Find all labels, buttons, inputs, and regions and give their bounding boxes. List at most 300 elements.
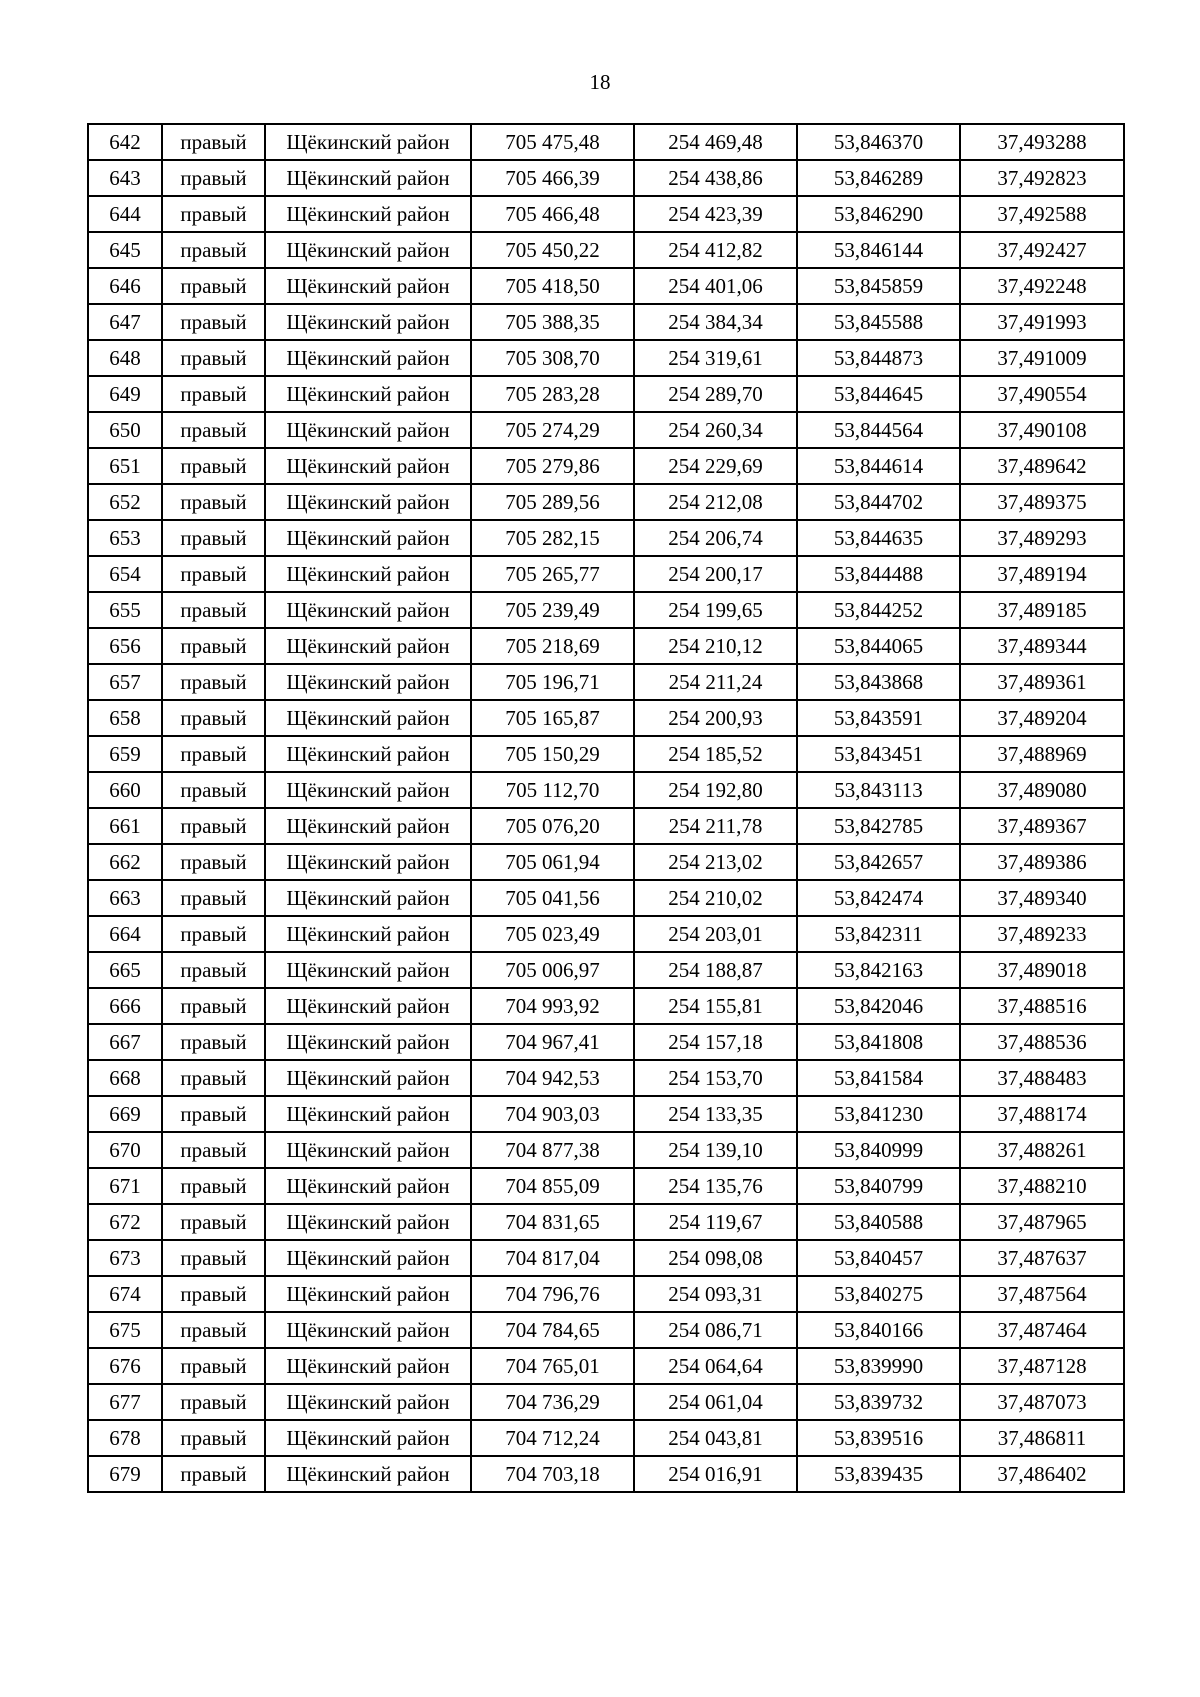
- longitude-cell: 37,489386: [960, 844, 1124, 880]
- y-coordinate-cell: 254 061,04: [634, 1384, 797, 1420]
- latitude-cell: 53,839516: [797, 1420, 960, 1456]
- longitude-cell: 37,489642: [960, 448, 1124, 484]
- x-coordinate-cell: 704 765,01: [471, 1348, 634, 1384]
- point-number-cell: 662: [88, 844, 162, 880]
- longitude-cell: 37,488483: [960, 1060, 1124, 1096]
- x-coordinate-cell: 705 076,20: [471, 808, 634, 844]
- district-cell: Щёкинский район: [265, 556, 471, 592]
- bank-side-cell: правый: [162, 988, 265, 1024]
- table-row: [88, 1204, 1124, 1240]
- table-row: [88, 1132, 1124, 1168]
- y-coordinate-cell: 254 423,39: [634, 196, 797, 232]
- longitude-cell: 37,492248: [960, 268, 1124, 304]
- point-number-cell: 643: [88, 160, 162, 196]
- district-cell: Щёкинский район: [265, 1240, 471, 1276]
- point-number-cell: 652: [88, 484, 162, 520]
- point-number-cell: 678: [88, 1420, 162, 1456]
- x-coordinate-cell: 705 041,56: [471, 880, 634, 916]
- point-number-cell: 672: [88, 1204, 162, 1240]
- point-number-cell: 655: [88, 592, 162, 628]
- longitude-cell: 37,487128: [960, 1348, 1124, 1384]
- y-coordinate-cell: 254 199,65: [634, 592, 797, 628]
- bank-side-cell: правый: [162, 124, 265, 160]
- district-cell: Щёкинский район: [265, 376, 471, 412]
- table-row: [88, 1276, 1124, 1312]
- table-row: [88, 1384, 1124, 1420]
- longitude-cell: 37,488261: [960, 1132, 1124, 1168]
- point-number-cell: 664: [88, 916, 162, 952]
- longitude-cell: 37,492823: [960, 160, 1124, 196]
- bank-side-cell: правый: [162, 1276, 265, 1312]
- latitude-cell: 53,843451: [797, 736, 960, 772]
- y-coordinate-cell: 254 229,69: [634, 448, 797, 484]
- longitude-cell: 37,488536: [960, 1024, 1124, 1060]
- longitude-cell: 37,488174: [960, 1096, 1124, 1132]
- y-coordinate-cell: 254 139,10: [634, 1132, 797, 1168]
- x-coordinate-cell: 705 061,94: [471, 844, 634, 880]
- latitude-cell: 53,840166: [797, 1312, 960, 1348]
- bank-side-cell: правый: [162, 808, 265, 844]
- bank-side-cell: правый: [162, 1168, 265, 1204]
- table-row: [88, 880, 1124, 916]
- coordinates-table: [87, 123, 1125, 1493]
- district-cell: Щёкинский район: [265, 1276, 471, 1312]
- latitude-cell: 53,844873: [797, 340, 960, 376]
- table-row: [88, 196, 1124, 232]
- district-cell: Щёкинский район: [265, 628, 471, 664]
- point-number-cell: 671: [88, 1168, 162, 1204]
- longitude-cell: 37,487637: [960, 1240, 1124, 1276]
- latitude-cell: 53,842785: [797, 808, 960, 844]
- bank-side-cell: правый: [162, 376, 265, 412]
- point-number-cell: 675: [88, 1312, 162, 1348]
- x-coordinate-cell: 704 993,92: [471, 988, 634, 1024]
- district-cell: Щёкинский район: [265, 988, 471, 1024]
- point-number-cell: 647: [88, 304, 162, 340]
- x-coordinate-cell: 705 112,70: [471, 772, 634, 808]
- y-coordinate-cell: 254 289,70: [634, 376, 797, 412]
- bank-side-cell: правый: [162, 520, 265, 556]
- y-coordinate-cell: 254 192,80: [634, 772, 797, 808]
- table-row: [88, 412, 1124, 448]
- longitude-cell: 37,489018: [960, 952, 1124, 988]
- table-row: [88, 304, 1124, 340]
- x-coordinate-cell: 705 239,49: [471, 592, 634, 628]
- district-cell: Щёкинский район: [265, 1024, 471, 1060]
- table-row: [88, 808, 1124, 844]
- x-coordinate-cell: 705 388,35: [471, 304, 634, 340]
- y-coordinate-cell: 254 153,70: [634, 1060, 797, 1096]
- point-number-cell: 667: [88, 1024, 162, 1060]
- x-coordinate-cell: 705 466,39: [471, 160, 634, 196]
- point-number-cell: 669: [88, 1096, 162, 1132]
- district-cell: Щёкинский район: [265, 1384, 471, 1420]
- table-row: [88, 556, 1124, 592]
- longitude-cell: 37,489233: [960, 916, 1124, 952]
- longitude-cell: 37,488210: [960, 1168, 1124, 1204]
- bank-side-cell: правый: [162, 1312, 265, 1348]
- point-number-cell: 677: [88, 1384, 162, 1420]
- x-coordinate-cell: 704 942,53: [471, 1060, 634, 1096]
- x-coordinate-cell: 705 475,48: [471, 124, 634, 160]
- longitude-cell: 37,489185: [960, 592, 1124, 628]
- latitude-cell: 53,840275: [797, 1276, 960, 1312]
- table-row: [88, 376, 1124, 412]
- table-row: [88, 700, 1124, 736]
- longitude-cell: 37,487073: [960, 1384, 1124, 1420]
- latitude-cell: 53,843868: [797, 664, 960, 700]
- x-coordinate-cell: 705 265,77: [471, 556, 634, 592]
- bank-side-cell: правый: [162, 1240, 265, 1276]
- longitude-cell: 37,489204: [960, 700, 1124, 736]
- point-number-cell: 657: [88, 664, 162, 700]
- latitude-cell: 53,844252: [797, 592, 960, 628]
- x-coordinate-cell: 704 796,76: [471, 1276, 634, 1312]
- x-coordinate-cell: 705 196,71: [471, 664, 634, 700]
- longitude-cell: 37,493288: [960, 124, 1124, 160]
- district-cell: Щёкинский район: [265, 1096, 471, 1132]
- x-coordinate-cell: 705 289,56: [471, 484, 634, 520]
- bank-side-cell: правый: [162, 412, 265, 448]
- latitude-cell: 53,845588: [797, 304, 960, 340]
- latitude-cell: 53,843591: [797, 700, 960, 736]
- x-coordinate-cell: 705 150,29: [471, 736, 634, 772]
- x-coordinate-cell: 705 274,29: [471, 412, 634, 448]
- bank-side-cell: правый: [162, 1060, 265, 1096]
- y-coordinate-cell: 254 412,82: [634, 232, 797, 268]
- bank-side-cell: правый: [162, 1384, 265, 1420]
- latitude-cell: 53,844614: [797, 448, 960, 484]
- latitude-cell: 53,843113: [797, 772, 960, 808]
- district-cell: Щёкинский район: [265, 664, 471, 700]
- latitude-cell: 53,842163: [797, 952, 960, 988]
- y-coordinate-cell: 254 469,48: [634, 124, 797, 160]
- longitude-cell: 37,486402: [960, 1456, 1124, 1492]
- district-cell: Щёкинский район: [265, 880, 471, 916]
- y-coordinate-cell: 254 064,64: [634, 1348, 797, 1384]
- x-coordinate-cell: 705 450,22: [471, 232, 634, 268]
- x-coordinate-cell: 705 283,28: [471, 376, 634, 412]
- y-coordinate-cell: 254 203,01: [634, 916, 797, 952]
- y-coordinate-cell: 254 119,67: [634, 1204, 797, 1240]
- x-coordinate-cell: 705 218,69: [471, 628, 634, 664]
- y-coordinate-cell: 254 135,76: [634, 1168, 797, 1204]
- point-number-cell: 654: [88, 556, 162, 592]
- point-number-cell: 665: [88, 952, 162, 988]
- table-row: [88, 520, 1124, 556]
- table-row: [88, 124, 1124, 160]
- table-row: [88, 1096, 1124, 1132]
- latitude-cell: 53,844635: [797, 520, 960, 556]
- latitude-cell: 53,842474: [797, 880, 960, 916]
- district-cell: Щёкинский район: [265, 448, 471, 484]
- point-number-cell: 648: [88, 340, 162, 376]
- bank-side-cell: правый: [162, 736, 265, 772]
- point-number-cell: 663: [88, 880, 162, 916]
- point-number-cell: 653: [88, 520, 162, 556]
- point-number-cell: 646: [88, 268, 162, 304]
- bank-side-cell: правый: [162, 664, 265, 700]
- bank-side-cell: правый: [162, 952, 265, 988]
- district-cell: Щёкинский район: [265, 916, 471, 952]
- latitude-cell: 53,841808: [797, 1024, 960, 1060]
- bank-side-cell: правый: [162, 700, 265, 736]
- table-row: [88, 1420, 1124, 1456]
- district-cell: Щёкинский район: [265, 124, 471, 160]
- point-number-cell: 661: [88, 808, 162, 844]
- table-row: [88, 1240, 1124, 1276]
- bank-side-cell: правый: [162, 1348, 265, 1384]
- y-coordinate-cell: 254 211,24: [634, 664, 797, 700]
- longitude-cell: 37,488516: [960, 988, 1124, 1024]
- longitude-cell: 37,491993: [960, 304, 1124, 340]
- district-cell: Щёкинский район: [265, 1132, 471, 1168]
- latitude-cell: 53,840799: [797, 1168, 960, 1204]
- latitude-cell: 53,840999: [797, 1132, 960, 1168]
- y-coordinate-cell: 254 210,12: [634, 628, 797, 664]
- district-cell: Щёкинский район: [265, 772, 471, 808]
- bank-side-cell: правый: [162, 628, 265, 664]
- district-cell: Щёкинский район: [265, 952, 471, 988]
- district-cell: Щёкинский район: [265, 736, 471, 772]
- y-coordinate-cell: 254 185,52: [634, 736, 797, 772]
- table-row: [88, 448, 1124, 484]
- x-coordinate-cell: 705 282,15: [471, 520, 634, 556]
- longitude-cell: 37,487564: [960, 1276, 1124, 1312]
- y-coordinate-cell: 254 086,71: [634, 1312, 797, 1348]
- latitude-cell: 53,842657: [797, 844, 960, 880]
- point-number-cell: 650: [88, 412, 162, 448]
- point-number-cell: 674: [88, 1276, 162, 1312]
- latitude-cell: 53,841584: [797, 1060, 960, 1096]
- bank-side-cell: правый: [162, 916, 265, 952]
- y-coordinate-cell: 254 206,74: [634, 520, 797, 556]
- x-coordinate-cell: 704 817,04: [471, 1240, 634, 1276]
- y-coordinate-cell: 254 200,93: [634, 700, 797, 736]
- y-coordinate-cell: 254 212,08: [634, 484, 797, 520]
- latitude-cell: 53,844065: [797, 628, 960, 664]
- district-cell: Щёкинский район: [265, 520, 471, 556]
- latitude-cell: 53,841230: [797, 1096, 960, 1132]
- table-row: [88, 736, 1124, 772]
- y-coordinate-cell: 254 260,34: [634, 412, 797, 448]
- latitude-cell: 53,846370: [797, 124, 960, 160]
- latitude-cell: 53,844645: [797, 376, 960, 412]
- table-row: [88, 160, 1124, 196]
- x-coordinate-cell: 704 831,65: [471, 1204, 634, 1240]
- latitude-cell: 53,844702: [797, 484, 960, 520]
- table-row: [88, 844, 1124, 880]
- point-number-cell: 644: [88, 196, 162, 232]
- district-cell: Щёкинский район: [265, 1168, 471, 1204]
- bank-side-cell: правый: [162, 304, 265, 340]
- table-row: [88, 268, 1124, 304]
- district-cell: Щёкинский район: [265, 1420, 471, 1456]
- point-number-cell: 660: [88, 772, 162, 808]
- table-body: [88, 124, 1124, 1492]
- latitude-cell: 53,840457: [797, 1240, 960, 1276]
- district-cell: Щёкинский район: [265, 160, 471, 196]
- district-cell: Щёкинский район: [265, 412, 471, 448]
- table-row: [88, 916, 1124, 952]
- y-coordinate-cell: 254 098,08: [634, 1240, 797, 1276]
- latitude-cell: 53,845859: [797, 268, 960, 304]
- y-coordinate-cell: 254 043,81: [634, 1420, 797, 1456]
- district-cell: Щёкинский район: [265, 592, 471, 628]
- point-number-cell: 668: [88, 1060, 162, 1096]
- table-row: [88, 1168, 1124, 1204]
- district-cell: Щёкинский район: [265, 304, 471, 340]
- longitude-cell: 37,486811: [960, 1420, 1124, 1456]
- table-row: [88, 772, 1124, 808]
- page-number: 18: [589, 70, 611, 94]
- district-cell: Щёкинский район: [265, 484, 471, 520]
- district-cell: Щёкинский район: [265, 268, 471, 304]
- bank-side-cell: правый: [162, 340, 265, 376]
- latitude-cell: 53,844564: [797, 412, 960, 448]
- x-coordinate-cell: 705 279,86: [471, 448, 634, 484]
- point-number-cell: 670: [88, 1132, 162, 1168]
- table-row: [88, 952, 1124, 988]
- district-cell: Щёкинский район: [265, 844, 471, 880]
- point-number-cell: 673: [88, 1240, 162, 1276]
- table-row: [88, 484, 1124, 520]
- latitude-cell: 53,839990: [797, 1348, 960, 1384]
- y-coordinate-cell: 254 210,02: [634, 880, 797, 916]
- district-cell: Щёкинский район: [265, 340, 471, 376]
- district-cell: Щёкинский район: [265, 1060, 471, 1096]
- y-coordinate-cell: 254 133,35: [634, 1096, 797, 1132]
- longitude-cell: 37,489080: [960, 772, 1124, 808]
- longitude-cell: 37,489293: [960, 520, 1124, 556]
- point-number-cell: 659: [88, 736, 162, 772]
- table-row: [88, 340, 1124, 376]
- bank-side-cell: правый: [162, 448, 265, 484]
- x-coordinate-cell: 704 784,65: [471, 1312, 634, 1348]
- district-cell: Щёкинский район: [265, 196, 471, 232]
- longitude-cell: 37,489194: [960, 556, 1124, 592]
- table-row: [88, 592, 1124, 628]
- longitude-cell: 37,492588: [960, 196, 1124, 232]
- x-coordinate-cell: 705 023,49: [471, 916, 634, 952]
- x-coordinate-cell: 704 967,41: [471, 1024, 634, 1060]
- x-coordinate-cell: 704 855,09: [471, 1168, 634, 1204]
- y-coordinate-cell: 254 093,31: [634, 1276, 797, 1312]
- x-coordinate-cell: 705 418,50: [471, 268, 634, 304]
- latitude-cell: 53,846144: [797, 232, 960, 268]
- y-coordinate-cell: 254 016,91: [634, 1456, 797, 1492]
- district-cell: Щёкинский район: [265, 1312, 471, 1348]
- latitude-cell: 53,839435: [797, 1456, 960, 1492]
- table-row: [88, 664, 1124, 700]
- bank-side-cell: правый: [162, 160, 265, 196]
- point-number-cell: 651: [88, 448, 162, 484]
- latitude-cell: 53,842046: [797, 988, 960, 1024]
- latitude-cell: 53,844488: [797, 556, 960, 592]
- latitude-cell: 53,839732: [797, 1384, 960, 1420]
- district-cell: Щёкинский район: [265, 1204, 471, 1240]
- district-cell: Щёкинский район: [265, 1456, 471, 1492]
- bank-side-cell: правый: [162, 484, 265, 520]
- y-coordinate-cell: 254 200,17: [634, 556, 797, 592]
- bank-side-cell: правый: [162, 1204, 265, 1240]
- bank-side-cell: правый: [162, 268, 265, 304]
- y-coordinate-cell: 254 211,78: [634, 808, 797, 844]
- x-coordinate-cell: 704 903,03: [471, 1096, 634, 1132]
- x-coordinate-cell: 704 736,29: [471, 1384, 634, 1420]
- x-coordinate-cell: 705 006,97: [471, 952, 634, 988]
- x-coordinate-cell: 704 877,38: [471, 1132, 634, 1168]
- longitude-cell: 37,490108: [960, 412, 1124, 448]
- district-cell: Щёкинский район: [265, 700, 471, 736]
- bank-side-cell: правый: [162, 772, 265, 808]
- x-coordinate-cell: 705 308,70: [471, 340, 634, 376]
- longitude-cell: 37,489375: [960, 484, 1124, 520]
- latitude-cell: 53,840588: [797, 1204, 960, 1240]
- y-coordinate-cell: 254 384,34: [634, 304, 797, 340]
- table-row: [88, 1024, 1124, 1060]
- longitude-cell: 37,487965: [960, 1204, 1124, 1240]
- table-row: [88, 1060, 1124, 1096]
- bank-side-cell: правый: [162, 196, 265, 232]
- y-coordinate-cell: 254 188,87: [634, 952, 797, 988]
- longitude-cell: 37,490554: [960, 376, 1124, 412]
- bank-side-cell: правый: [162, 556, 265, 592]
- x-coordinate-cell: 704 703,18: [471, 1456, 634, 1492]
- table-row: [88, 628, 1124, 664]
- table-row: [88, 1312, 1124, 1348]
- district-cell: Щёкинский район: [265, 232, 471, 268]
- point-number-cell: 649: [88, 376, 162, 412]
- table-row: [88, 1348, 1124, 1384]
- table-row: [88, 1456, 1124, 1492]
- point-number-cell: 656: [88, 628, 162, 664]
- y-coordinate-cell: 254 155,81: [634, 988, 797, 1024]
- table-row: [88, 988, 1124, 1024]
- longitude-cell: 37,489361: [960, 664, 1124, 700]
- longitude-cell: 37,489340: [960, 880, 1124, 916]
- x-coordinate-cell: 705 165,87: [471, 700, 634, 736]
- bank-side-cell: правый: [162, 232, 265, 268]
- point-number-cell: 666: [88, 988, 162, 1024]
- table-row: [88, 232, 1124, 268]
- district-cell: Щёкинский район: [265, 808, 471, 844]
- latitude-cell: 53,842311: [797, 916, 960, 952]
- bank-side-cell: правый: [162, 1096, 265, 1132]
- bank-side-cell: правый: [162, 592, 265, 628]
- y-coordinate-cell: 254 319,61: [634, 340, 797, 376]
- bank-side-cell: правый: [162, 844, 265, 880]
- latitude-cell: 53,846289: [797, 160, 960, 196]
- bank-side-cell: правый: [162, 1024, 265, 1060]
- point-number-cell: 658: [88, 700, 162, 736]
- longitude-cell: 37,492427: [960, 232, 1124, 268]
- x-coordinate-cell: 705 466,48: [471, 196, 634, 232]
- bank-side-cell: правый: [162, 1456, 265, 1492]
- bank-side-cell: правый: [162, 1132, 265, 1168]
- y-coordinate-cell: 254 401,06: [634, 268, 797, 304]
- longitude-cell: 37,489367: [960, 808, 1124, 844]
- longitude-cell: 37,487464: [960, 1312, 1124, 1348]
- point-number-cell: 642: [88, 124, 162, 160]
- x-coordinate-cell: 704 712,24: [471, 1420, 634, 1456]
- point-number-cell: 676: [88, 1348, 162, 1384]
- y-coordinate-cell: 254 438,86: [634, 160, 797, 196]
- longitude-cell: 37,489344: [960, 628, 1124, 664]
- bank-side-cell: правый: [162, 880, 265, 916]
- district-cell: Щёкинский район: [265, 1348, 471, 1384]
- bank-side-cell: правый: [162, 1420, 265, 1456]
